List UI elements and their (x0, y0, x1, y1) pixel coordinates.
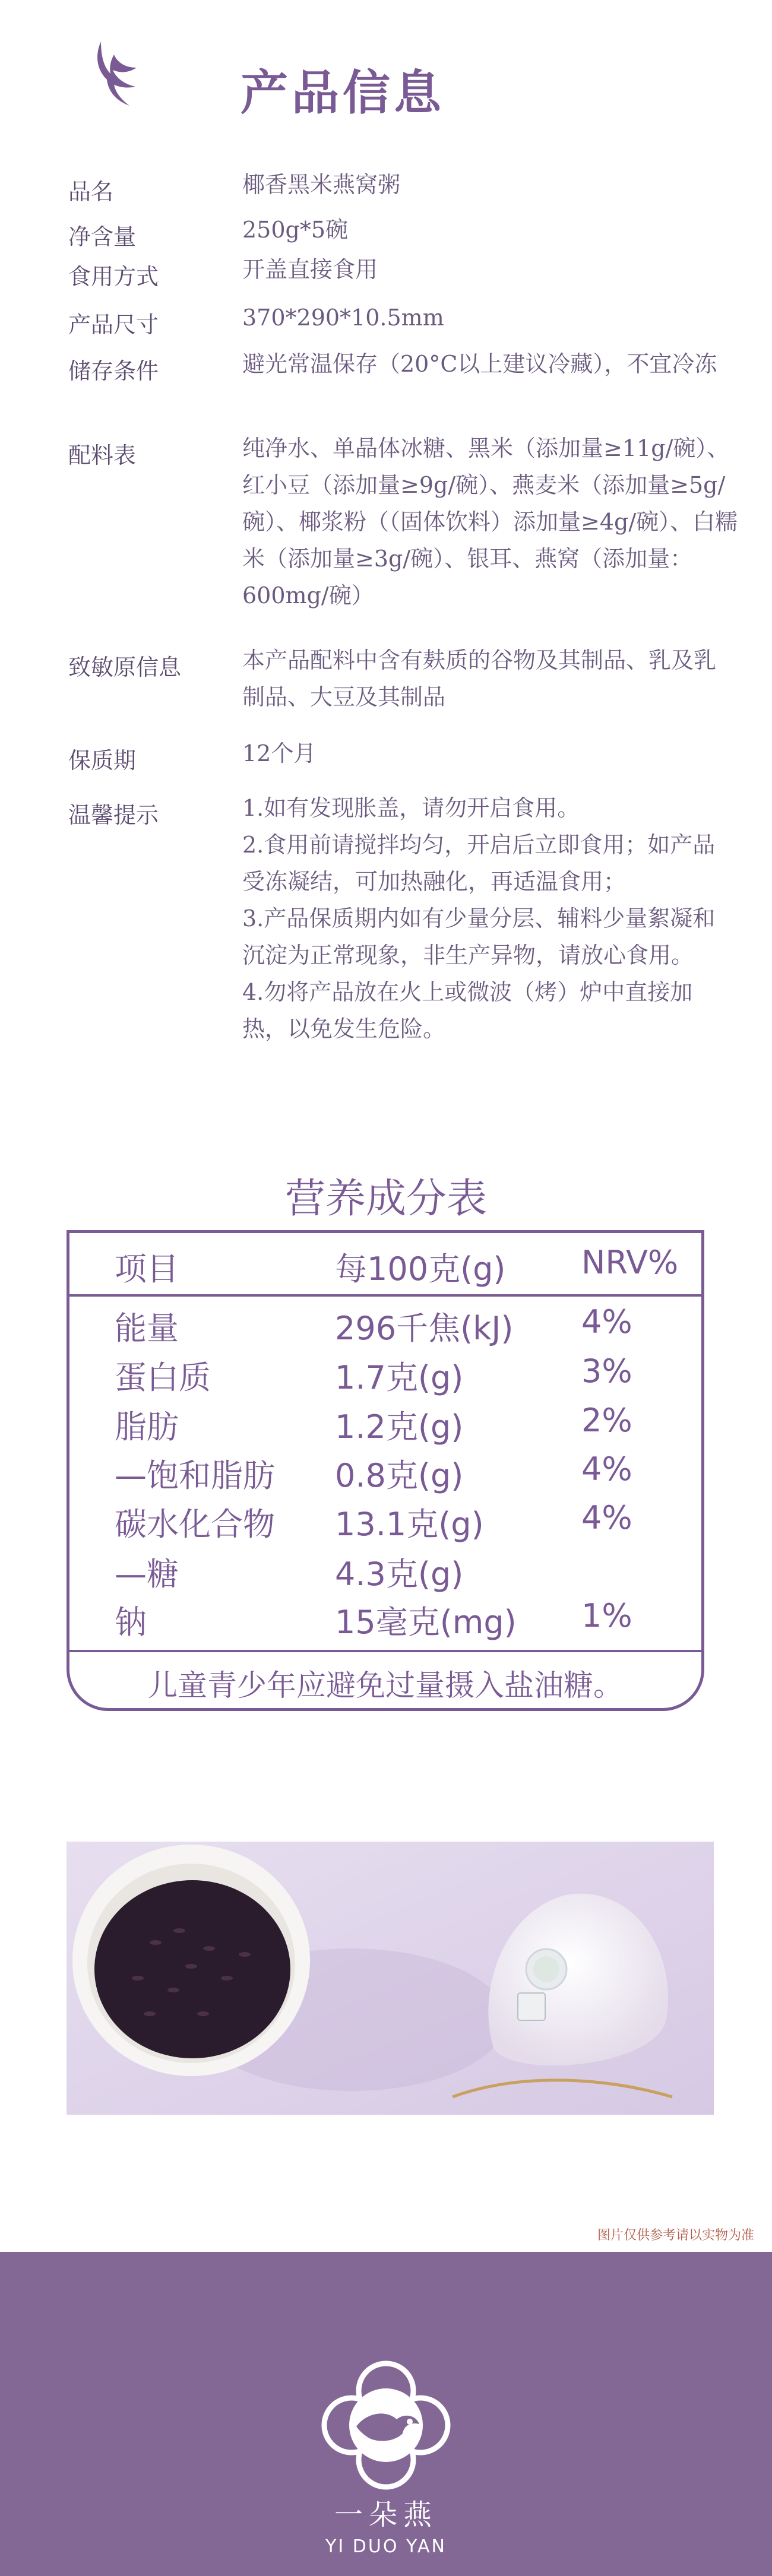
nutrition-note: 儿童青少年应避免过量摄入盐油糖。 (148, 1668, 623, 1703)
bird-logo-icon (83, 37, 143, 114)
nutrition-row-nrv: 4% (581, 1303, 632, 1341)
info-label-name: 品名 (68, 179, 114, 205)
info-value-shelf-life: 12个月 (242, 740, 317, 766)
nutrition-row-nrv: 4% (581, 1499, 632, 1536)
info-label-allergen: 致敏原信息 (68, 654, 182, 680)
product-photo (67, 1842, 714, 2115)
nutrition-row-value: 0.8克(g) (335, 1457, 464, 1494)
nutrition-row-value: 13.1克(g) (335, 1506, 484, 1543)
info-label-size: 产品尺寸 (68, 312, 159, 338)
nutrition-row-value: 15毫克(mg) (335, 1604, 517, 1641)
info-value-storage: 避光常温保存（20°C以上建议冷藏），不宜冷冻 (242, 351, 717, 377)
nutrition-row-nrv: 4% (581, 1450, 632, 1488)
nutrition-row-label: 蛋白质 (115, 1359, 211, 1396)
nutrition-row-label: —糖 (115, 1555, 179, 1593)
nutrition-header-nrv: NRV% (581, 1244, 679, 1281)
nutrition-row-value: 296千焦(kJ) (335, 1310, 514, 1347)
nutrition-row-nrv: 3% (581, 1352, 632, 1390)
info-label-net: 净含量 (68, 224, 137, 250)
nutrition-row-nrv: 2% (581, 1402, 632, 1439)
info-label-storage: 储存条件 (68, 358, 159, 384)
brand-name-en: YI DUO YAN (325, 2536, 447, 2557)
nutrition-table (67, 1230, 704, 1711)
info-value-ingredients: 纯净水、单晶体冰糖、黑米（添加量≥11g/碗）、红小豆（添加量≥9g/碗）、燕麦米（添加量≥5g/碗）、椰浆粉（（固体饮料）添加量≥4g/碗）、白糯米（添加量≥3g/碗）、银耳、燕窝（添加量：600mg/碗） (242, 435, 738, 609)
info-label-usage: 食用方式 (68, 264, 159, 290)
nutrition-row-label: —饱和脂肪 (115, 1457, 275, 1494)
info-label-tips: 温馨提示 (68, 802, 159, 828)
nutrition-row-value: 4.3克(g) (335, 1555, 464, 1593)
nutrition-row-label: 脂肪 (115, 1408, 179, 1446)
nutrition-header-item: 项目 (115, 1250, 179, 1288)
brand-name-cn: 一朵燕 (334, 2498, 438, 2531)
nutrition-row-nrv: 1% (581, 1597, 632, 1634)
flower-logo-icon (321, 2360, 451, 2491)
nutrition-title: 营养成分表 (284, 1175, 487, 1222)
page-title: 产品信息 (241, 65, 445, 121)
info-label-ingredients: 配料表 (68, 442, 137, 468)
photo-disclaimer: 图片仅供参考请以实物为准 (597, 2228, 754, 2243)
nutrition-row-label: 钠 (115, 1604, 147, 1641)
nutrition-row-label: 碳水化合物 (115, 1506, 275, 1543)
nutrition-row-value: 1.7克(g) (335, 1359, 464, 1396)
info-value-name: 椰香黑米燕窝粥 (242, 172, 401, 198)
info-value-net: 250g*5碗 (242, 217, 349, 243)
info-value-usage: 开盖直接食用 (242, 256, 378, 283)
info-value-allergen: 本产品配料中含有麸质的谷物及其制品、乳及乳制品、大豆及其制品 (242, 647, 717, 710)
nutrition-row-label: 能量 (115, 1310, 179, 1347)
nutrition-divider (69, 1650, 701, 1652)
info-value-tips: 1.如有发现胀盖，请勿开启食用。 2.食用前请搅拌均匀，开启后立即食用；如产品受冻凝结，可加热融化，再适温食用； 3.产品保质期内如有少量分层、辅料少量絮凝和沉淀为正常现象，非生产异物，请放心食用。 4.勿将产品放在火上或微波（烤）炉中直接加热，以免发生危险。 (242, 795, 716, 1042)
nutrition-divider (69, 1294, 701, 1297)
info-label-shelf-life: 保质期 (68, 747, 137, 774)
nutrition-row-value: 1.2克(g) (335, 1408, 464, 1446)
nutrition-header-per100: 每100克(g) (335, 1250, 506, 1288)
info-value-size: 370*290*10.5mm (242, 305, 444, 331)
